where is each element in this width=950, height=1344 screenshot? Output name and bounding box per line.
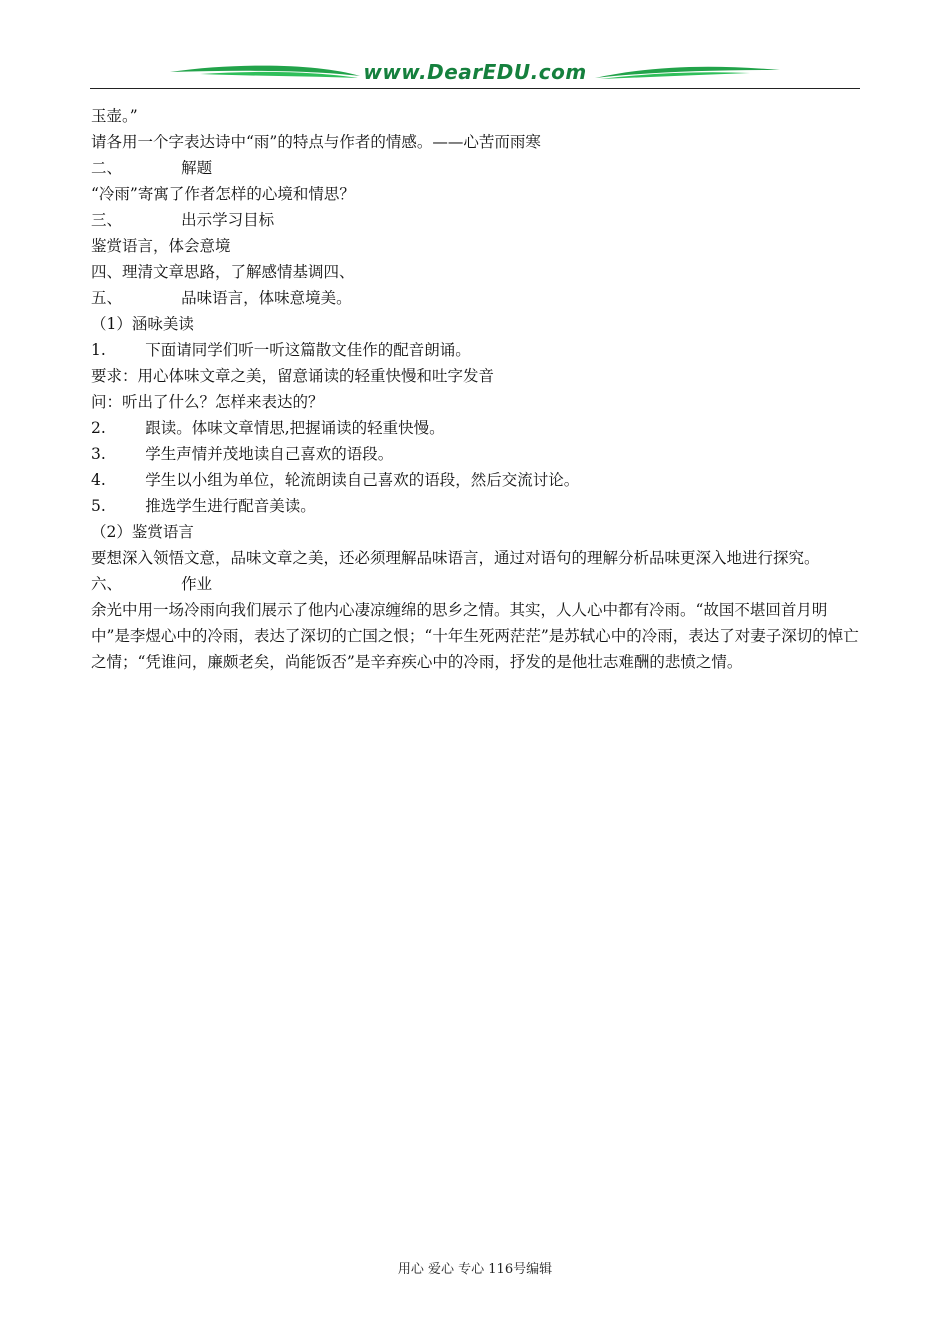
- header-rule: [90, 88, 860, 89]
- text-line: 要求：用心体味文章之美，留意诵读的轻重快慢和吐字发音: [91, 367, 495, 385]
- page-footer: 用心 爱心 专心 116号编辑: [397, 1262, 553, 1277]
- section-heading: 六、 作业: [91, 575, 213, 593]
- text-line: 玉壶。”: [91, 107, 138, 125]
- list-item: 3. 学生声情并茂地读自己喜欢的语段。: [91, 445, 394, 463]
- list-item: 5. 推选学生进行配音美读。: [91, 497, 316, 515]
- subsection-heading: （1）涵咏美读: [91, 315, 194, 333]
- document-body: [91, 103, 861, 675]
- text-line: “冷雨”寄寓了作者怎样的心境和情思？: [91, 185, 355, 203]
- section-heading: 五、 品味语言，体味意境美。: [91, 289, 352, 307]
- section-heading: 四、理清文章思路，了解感情基调四、: [91, 263, 355, 281]
- section-heading: 三、 出示学习目标: [91, 211, 275, 229]
- paragraph: 余光中用一场冷雨向我们展示了他内心凄凉缠绵的思乡之情。其实，人人心中都有冷雨。“故国不堪回首月明中”是李煜心中的冷雨，表达了深切的亡国之恨；“十年生死两茫茫”是苏轼心中的冷雨，表达了对妻子深切的悼亡之情；“凭谁问，廉颇老矣，尚能饭否”是辛弃疾心中的冷雨，抒发的是他壮志难酬的悲愤之情。: [91, 601, 859, 671]
- site-logo-text: www.DearEDU.com: [363, 60, 587, 84]
- paragraph: 要想深入领悟文意，品味文章之美，还必须理解品味语言，通过对语句的理解分析品味更深入地进行探究。: [91, 549, 820, 567]
- list-item: 1. 下面请同学们听一听这篇散文佳作的配音朗诵。: [91, 341, 471, 359]
- list-item: 2. 跟读。体味文章情思,把握诵读的轻重快慢。: [91, 419, 445, 437]
- section-heading: 二、 解题: [91, 159, 213, 177]
- list-item: 4. 学生以小组为单位，轮流朗读自己喜欢的语段，然后交流讨论。: [91, 471, 580, 489]
- subsection-heading: （2）鉴赏语言: [91, 523, 194, 541]
- text-line: 鉴赏语言，体会意境: [91, 237, 231, 255]
- text-line: 问：听出了什么？怎样来表达的？: [91, 393, 324, 411]
- text-line: 请各用一个字表达诗中“雨”的特点与作者的情感。——心苦而雨寒: [91, 133, 541, 151]
- site-header: [90, 58, 860, 90]
